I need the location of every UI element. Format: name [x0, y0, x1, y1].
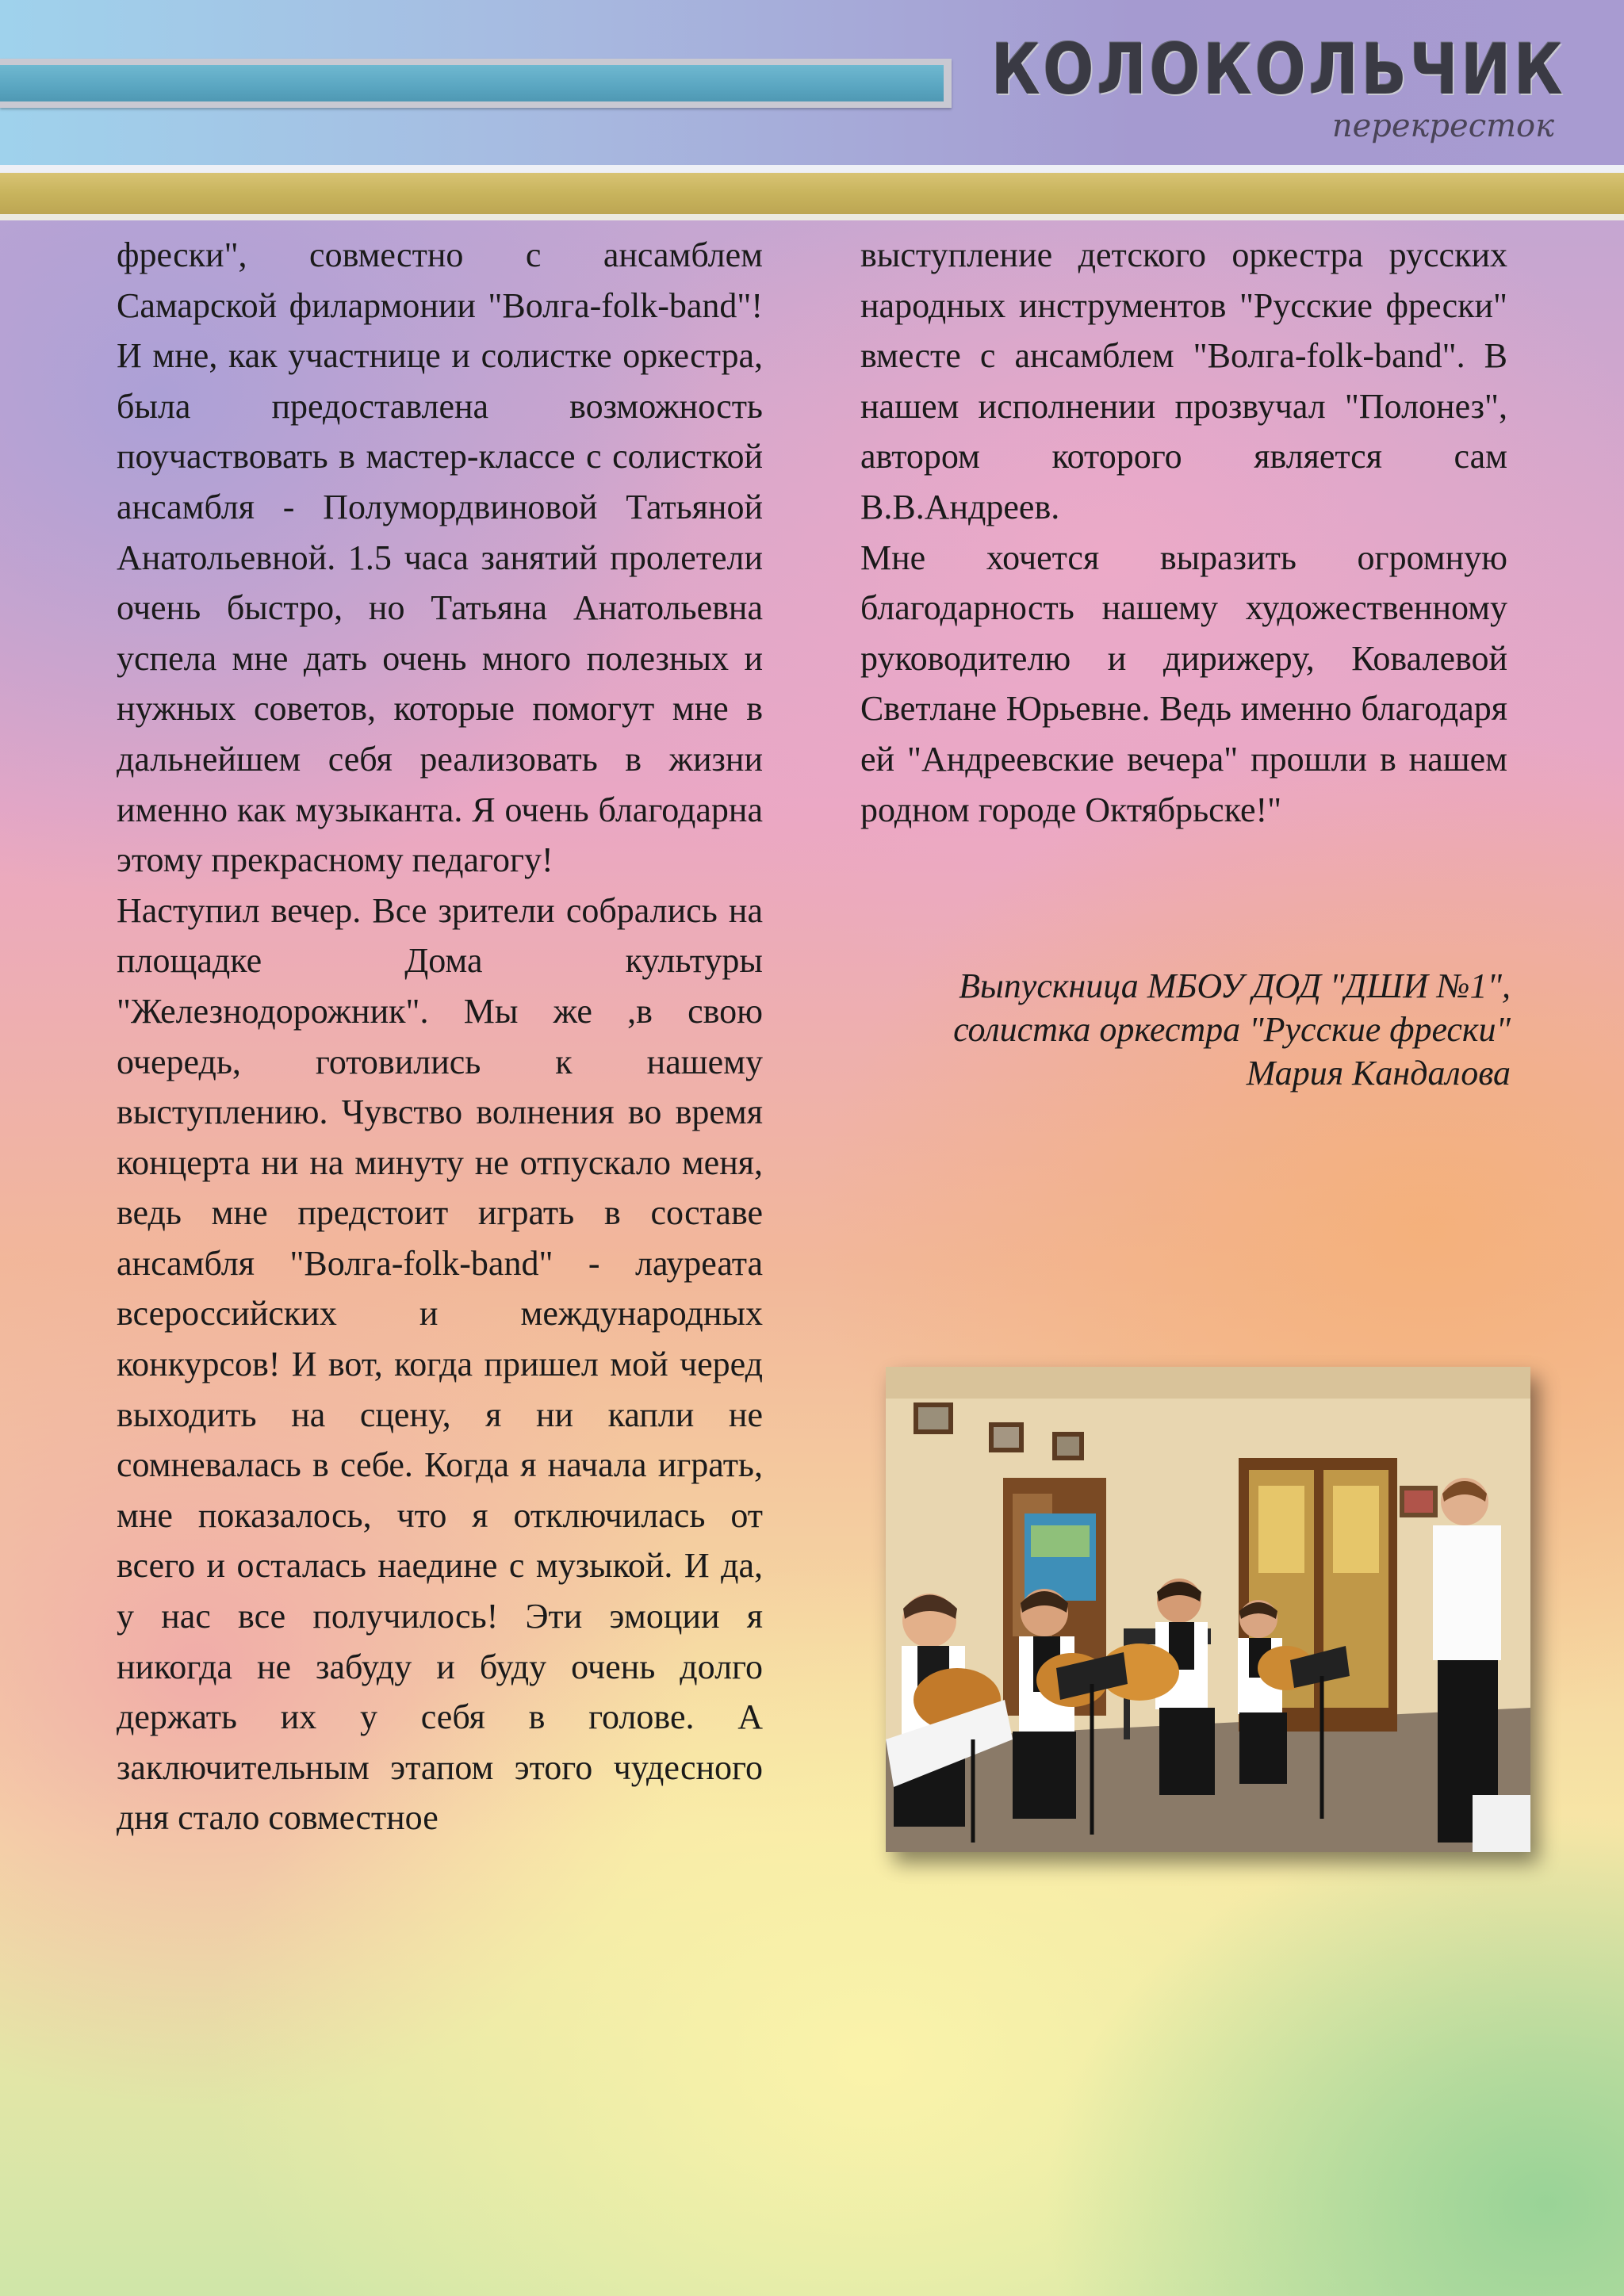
page-header: [0, 0, 1624, 226]
article-column-left: [117, 230, 763, 1843]
logo-subtitle: перекресток: [1331, 108, 1554, 144]
signature-line-school: Выпускница МБОУ ДОД "ДШИ №1",: [959, 966, 1511, 1005]
photo-orchestra-rehearsal: [886, 1367, 1530, 1852]
author-signature: [860, 964, 1511, 1095]
article-paragraph: фрески", совместно с ансамблем Самарской филармонии "Волга-folk-band"! И мне, как участнице и солистке оркестра, была предоставлена возможность поучаствовать в мастер-классе с солисткой ансамбля - Полумордвиновой Татьяной Анатольевной. 1.5 часа занятий пролетели очень быстро, но Татьяна Анатольевна успела мне дать очень много полезных и нужных советов, которые помогут мне в дальнейшем себя реализовать в жизни именно как музыканта. Я очень благодарна этому прекрасному педагогу!: [117, 235, 763, 880]
article-paragraph: Наступил вечер. Все зрители собрались на площадке Дома культуры "Железнодорожник". Мы же ,в свою очередь, готовились к нашему выступлению. Чувство волнения во время концерта ни на минуту не отпускало меня, ведь мне предстоит играть в составе ансамбля "Волга-folk-band" - лауреата всероссийских и международных конкурсов! И вот, когда пришел мой черед выходить на сцену, я ни капли не сомневалась в себе. Когда я начала играть, мне показалось, что я отключилась от всего и осталась наедине с музыкой. И да, у нас все получилось! Эти эмоции я никогда не забуду и буду очень долго держать их у себя в голове. А заключительным этапом этого чудесного дня стало совместное: [117, 890, 763, 1838]
photo-illustration: [886, 1367, 1530, 1852]
signature-line-name: Мария Кандалова: [1246, 1054, 1511, 1093]
header-divider-bottom: [0, 214, 1624, 220]
magazine-logo: [991, 29, 1578, 151]
logo-title: КОЛОКОЛЬЧИК: [991, 29, 1566, 110]
article-column-right: [860, 230, 1507, 835]
header-divider-top: [0, 165, 1624, 173]
article-paragraph: выступление детского оркестра русских народных инструментов "Русские фрески" вместе с ансамблем "Волга-folk-band". В нашем исполнении прозвучал "Полонез", автором которого является сам В.В.Андреев.: [860, 235, 1507, 526]
header-gold-stripe: [0, 173, 1624, 214]
signature-line-role: солистка оркестра "Русские фрески": [953, 1010, 1511, 1049]
article-paragraph: Мне хочется выразить огромную благодарность нашему художественному руководителю и дирижеру, Ковалевой Светлане Юрьевне. Ведь именно благодаря ей "Андреевские вечера" прошли в нашем родном городе Октябрьске!": [860, 538, 1507, 829]
header-bar: [0, 65, 944, 101]
